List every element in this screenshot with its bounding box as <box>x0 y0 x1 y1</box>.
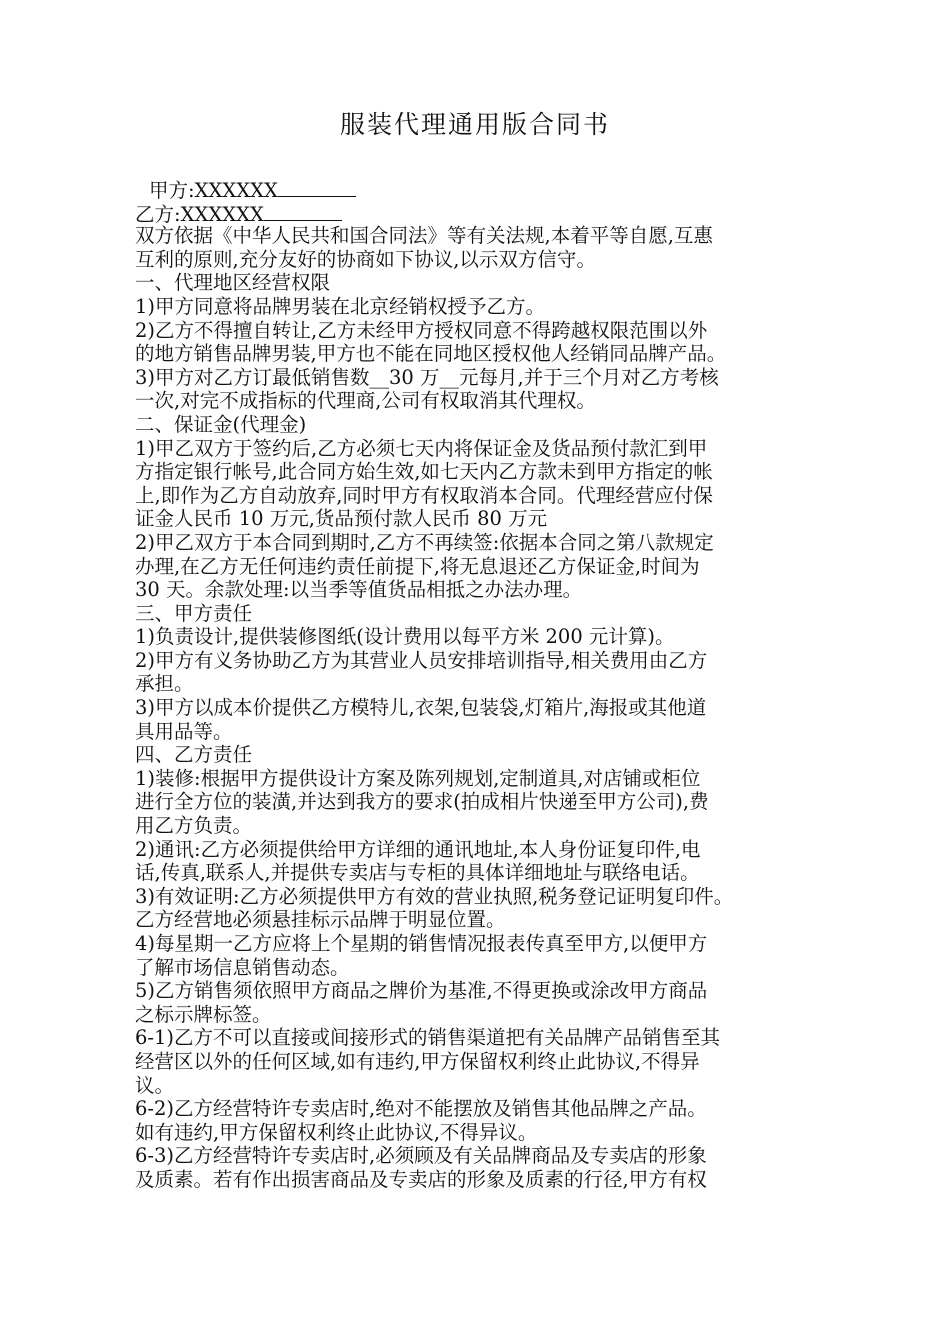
text-line: 进行全方位的装潢,并达到我方的要求(拍成相片快递至甲方公司),费 <box>135 790 709 814</box>
text-line: 2)甲乙双方于本合同到期时,乙方不再续签:依据本合同之第八款规定 <box>135 530 714 554</box>
text-line: 1)负责设计,提供装修图纸(设计费用以每平方米 200 元计算)。 <box>135 625 675 649</box>
text-line: 经营区以外的任何区域,如有违约,甲方保留权利终止此协议,不得异 <box>135 1049 700 1073</box>
party-a-blank <box>278 177 356 197</box>
contract-text <box>135 224 820 1191</box>
text-line: 2)乙方不得擅自转让,乙方未经甲方授权同意不得跨越权限范围以外 <box>135 318 708 342</box>
text-line: 乙方经营地必须悬挂标示品牌于明显位置。 <box>135 908 506 932</box>
party-a-line <box>135 177 820 201</box>
document-title: 服装代理通用版合同书 <box>339 110 610 139</box>
text-line: 了解市场信息销售动态。 <box>135 955 350 979</box>
text-line: 二、保证金(代理金) <box>135 412 307 436</box>
text-line: 之标示牌标签。 <box>135 1002 272 1026</box>
text-line: 6-2)乙方经营特许专卖店时,绝对不能摆放及销售其他品牌之产品。 <box>135 1097 707 1121</box>
text-line: 如有违约,甲方保留权利终止此协议,不得异议。 <box>135 1120 538 1144</box>
text-line: 互利的原则,充分友好的协商如下协议,以示双方信守。 <box>135 247 596 271</box>
party-a-label: 甲方:XXXXXX <box>149 179 278 202</box>
text-line: 5)乙方销售须依照甲方商品之牌价为基准,不得更换或涂改甲方商品 <box>135 979 708 1003</box>
text-line: 上,即作为乙方自动放弃,同时甲方有权取消本合同。代理经营应付保 <box>135 483 713 507</box>
text-line: 3)甲方对乙方订最低销售数__30 万__元每月,并于三个月对乙方考核 <box>135 365 719 389</box>
text-line: 1)甲方同意将品牌男装在北京经销权授予乙方。 <box>135 294 546 318</box>
party-b-blank <box>264 201 342 221</box>
text-line: 三、甲方责任 <box>135 601 253 625</box>
text-line: 承担。 <box>135 672 194 696</box>
text-line: 具用品等。 <box>135 719 233 743</box>
text-line: 证金人民币 10 万元,货品预付款人民币 80 万元 <box>135 507 548 531</box>
text-line: 6-1)乙方不可以直接或间接形式的销售渠道把有关品牌产品销售至其 <box>135 1026 721 1050</box>
text-line: 四、乙方责任 <box>135 743 253 767</box>
document-body <box>135 177 820 1192</box>
text-line: 方指定银行帐号,此合同方始生效,如七天内乙方款未到甲方指定的帐 <box>135 460 713 484</box>
text-line: 的地方销售品牌男装,甲方也不能在同地区授权他人经销同品牌产品。 <box>135 342 727 366</box>
text-line: 办理,在乙方无任何违约责任前提下,将无息退还乙方保证金,时间为 <box>135 554 700 578</box>
text-line: 及质素。若有作出损害商品及专卖店的形象及质素的行径,甲方有权 <box>135 1167 707 1191</box>
party-b-label: 乙方:XXXXXX <box>135 202 264 226</box>
text-line: 1)甲乙双方于签约后,乙方必须七天内将保证金及货品预付款汇到甲 <box>135 436 708 460</box>
text-line: 2)通讯:乙方必须提供给甲方详细的通讯地址,本人身份证复印件,电 <box>135 837 701 861</box>
text-line: 3)甲方以成本价提供乙方模特儿,衣架,包装袋,灯箱片,海报或其他道 <box>135 696 707 720</box>
text-line: 6-3)乙方经营特许专卖店时,必须顾及有关品牌商品及专卖店的形象 <box>135 1144 707 1168</box>
text-line: 用乙方负责。 <box>135 814 253 838</box>
text-line: 2)甲方有义务协助乙方为其营业人员安排培训指导,相关费用由乙方 <box>135 648 708 672</box>
text-line: 30 天。余款处理:以当季等值货品相抵之办法办理。 <box>135 578 583 602</box>
text-line: 3)有效证明:乙方必须提供甲方有效的营业执照,税务登记证明复印件。 <box>135 884 734 908</box>
text-line: 双方依据《中华人民共和国合同法》等有关法规,本着平等自愿,互惠 <box>135 224 713 248</box>
text-line: 议。 <box>135 1073 175 1097</box>
party-b-line <box>135 201 820 225</box>
text-line: 话,传真,联系人,并提供专卖店与专柜的具体详细地址与联络电话。 <box>135 861 700 885</box>
text-line: 1)装修:根据甲方提供设计方案及陈列规划,定制道具,对店铺或柜位 <box>135 766 701 790</box>
text-line: 一次,对完不成指标的代理商,公司有权取消其代理权。 <box>135 389 596 413</box>
text-line: 一、代理地区经营权限 <box>135 271 331 295</box>
text-line: 4)每星期一乙方应将上个星期的销售情况报表传真至甲方,以便甲方 <box>135 932 708 955</box>
